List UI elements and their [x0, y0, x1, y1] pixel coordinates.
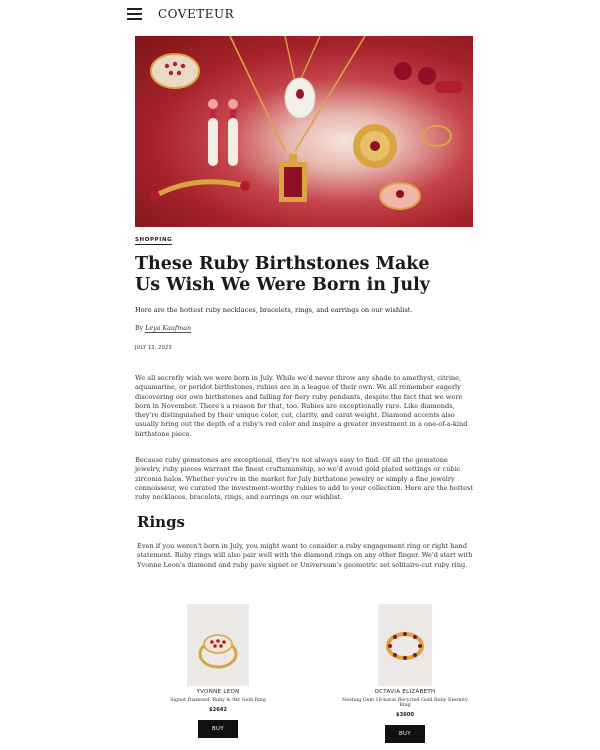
author-link[interactable]: Leya Kaufman	[145, 325, 192, 332]
product-brand: YVONNE LEON	[196, 689, 240, 695]
product-card	[340, 604, 470, 743]
top-bar	[0, 0, 600, 32]
product-price: $2642	[208, 707, 228, 713]
product-image[interactable]	[187, 604, 249, 686]
product-card	[168, 604, 268, 738]
article-title: These Ruby Birthstones Make Us Wish We Were Born in July	[135, 254, 430, 295]
body-paragraph-1: We all secretly wish we were born in July. While we'd never throw any shade to amethyst, citrine, aquamarine, or peridot birthstones, rubies are in a league of their own. We all remember eagerly discovering our own birthstones and falling for fiery ruby pendants, despite the fact that we were born in November. There's a reason for that, too. Rubies are exceptionally rare. Like diamonds, they're distinguished by their unique color, cut, clarity, and carat weight. Diamond accents also usually bring out the depth of a ruby's red color and inspire a greater investment in a one-of-a-kind birthstone piece.	[135, 374, 468, 438]
category-tag[interactable]: SHOPPING	[135, 237, 173, 243]
hero-image	[135, 36, 473, 227]
ruby-eternity-ring-image	[378, 604, 432, 686]
site-logo[interactable]: COVETEUR	[158, 7, 235, 21]
buy-button[interactable]: BUY	[198, 720, 238, 738]
section-heading-rings: Rings	[137, 513, 186, 531]
product-name: Signet Diamond, Ruby & 9kt Gold Ring	[170, 698, 266, 703]
body-paragraph-2: Because ruby gemstones are exceptional, they're not always easy to find. Of all the gemstone jewelry, ruby pieces warrant the finest craftsmanship, so we'd avoid gold plated settings or cubic zirconia halos. Whether you're in the market for July birthstone jewelry or simply a fine jewelry connoisseur, we curated the investment-worthy rubies to add to your collection. Here are the hottest ruby necklaces, bracelets, rings, and earrings on our wishlist.	[135, 456, 474, 502]
product-brand: OCTAVIA ELIZABETH	[374, 689, 436, 695]
article-dek: Here are the hottest ruby necklaces, bracelets, rings, and earrings on our wishlist.	[135, 306, 413, 314]
product-price: $3600	[395, 712, 415, 718]
product-name: Nesting Gem 18-karat Recycled Gold Ruby Eternity Ring	[342, 698, 468, 708]
ruby-signet-ring-image	[187, 604, 249, 686]
rings-paragraph: Even if you weren't born in July, you might want to consider a ruby engagement ring or right hand statement. Ruby rings will also pair well with the diamond rings on any other finger. We'd start with Yvonne Leon's diamond and ruby pave signet or Universum's geometric set solitaire-cut ruby ring.	[137, 542, 473, 569]
publish-date: JULY 13, 2023	[135, 345, 172, 351]
byline	[135, 325, 191, 332]
hamburger-menu-icon[interactable]	[127, 8, 142, 21]
product-image[interactable]	[378, 604, 432, 686]
buy-button[interactable]: BUY	[385, 725, 425, 743]
byline-prefix: By	[135, 325, 146, 332]
jewelry-collage-image	[135, 36, 473, 227]
